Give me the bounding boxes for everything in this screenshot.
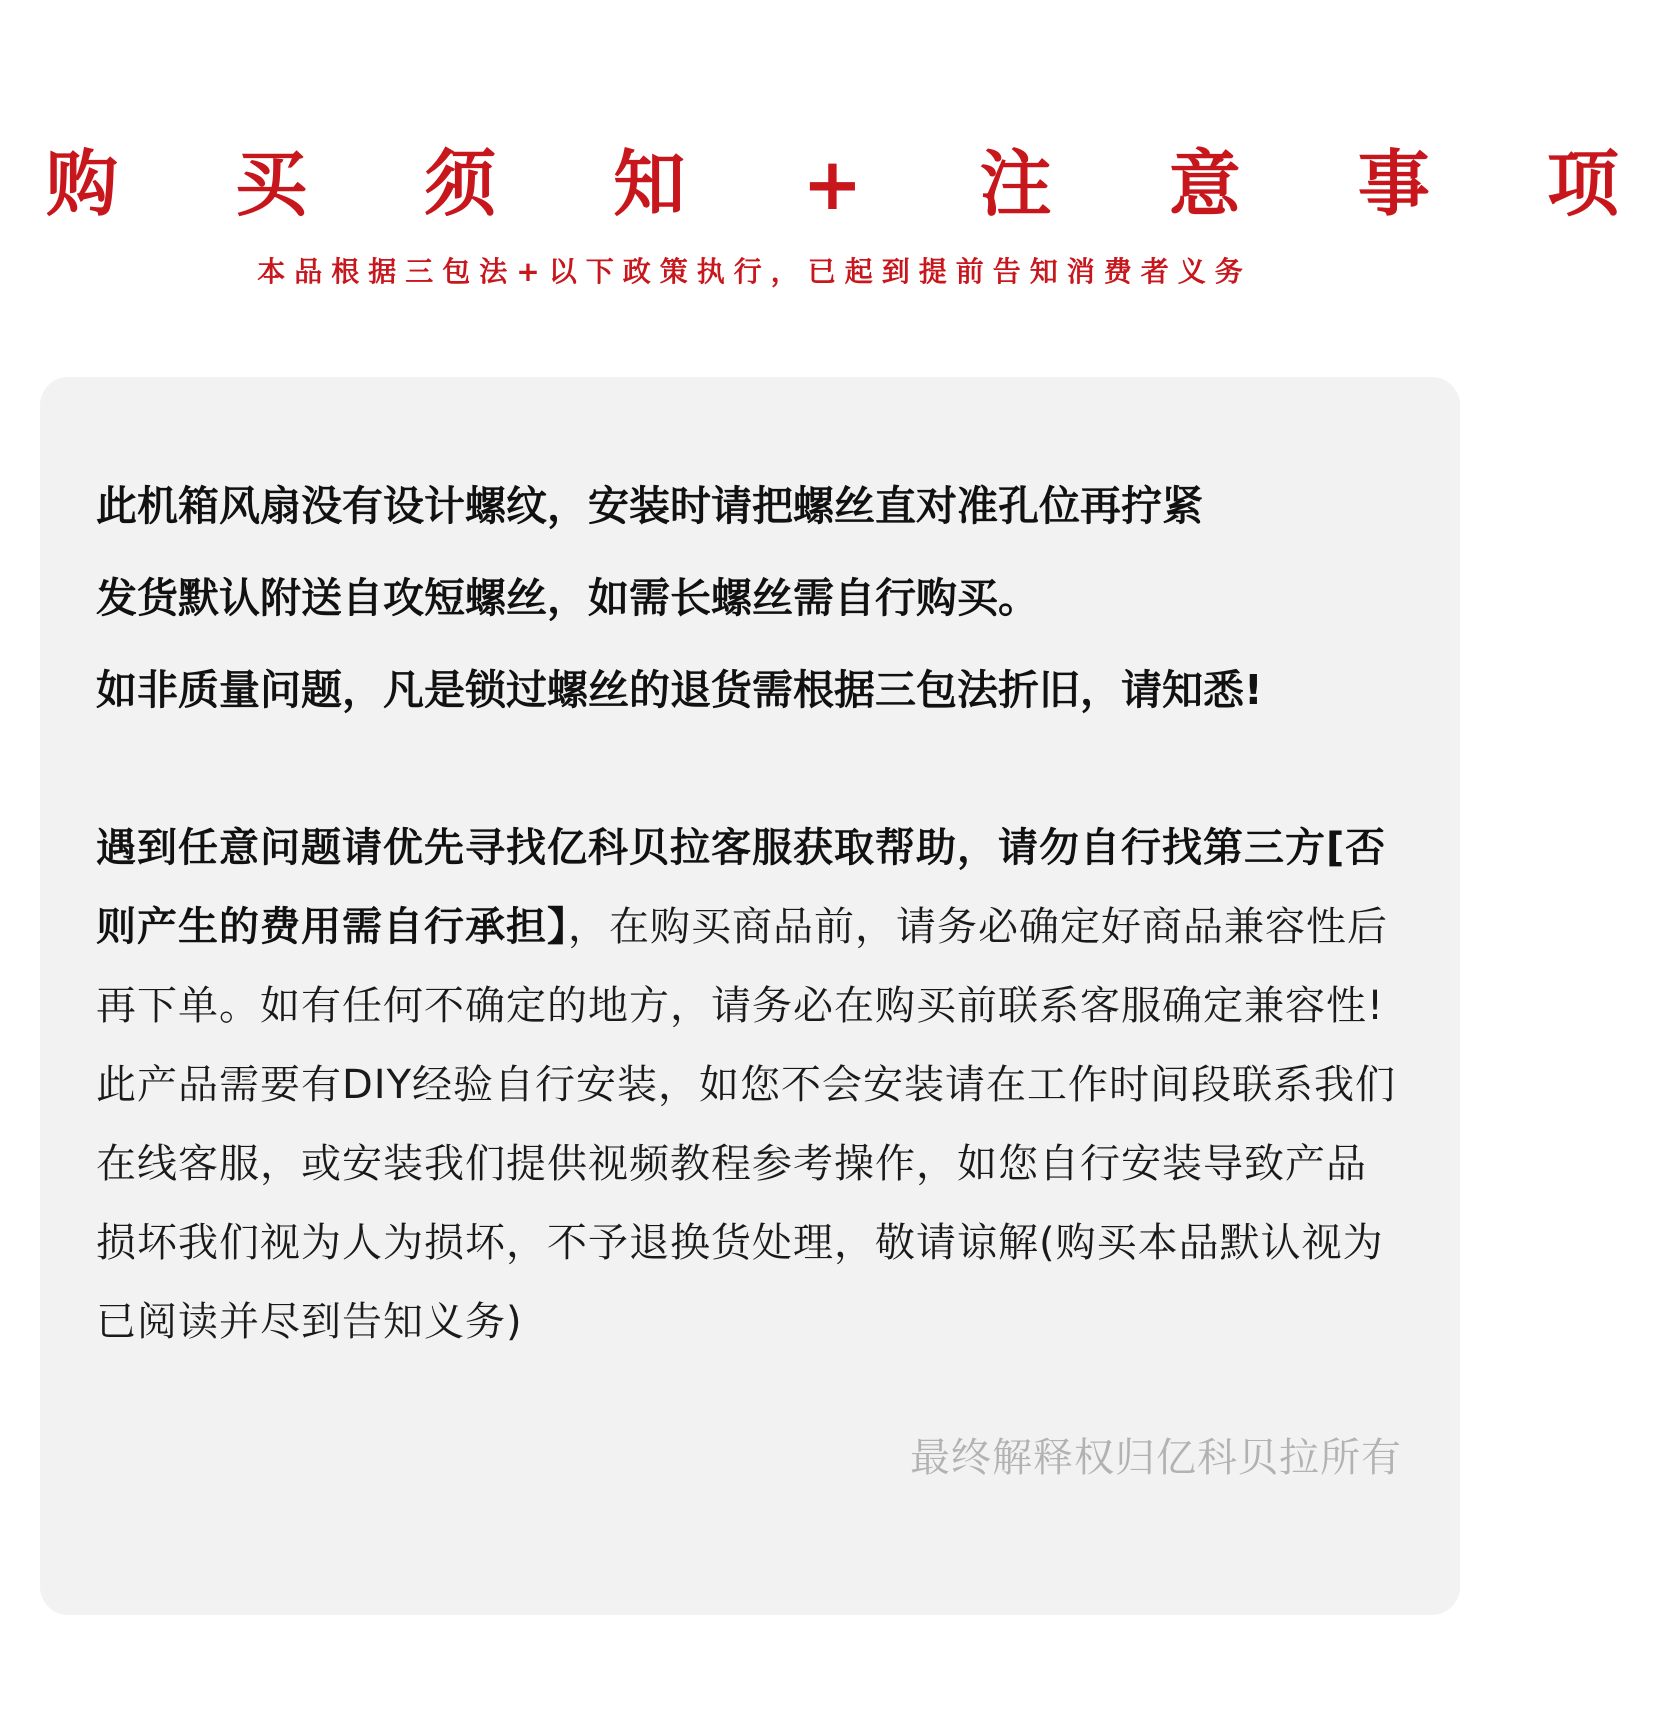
support-policy-bold-text: 遇到任意问题请优先寻找亿科贝拉客服获取帮助，请勿自行找第三方[否则产生的费用需自行承担】: [96, 825, 1387, 950]
support-policy-paragraph: [96, 809, 1406, 1362]
support-policy-text: ，在购买商品前，请务必确定好商品兼容性后再下单。如有任何不确定的地方，请务必在购买前联系客服确定兼容性!此产品需要有DIY经验自行安装，如您不会安装请在工作时间段联系我们在线客服，或安装我们提供视频教程参考操作，如您自行安装导致产品损坏我们视为人为损坏，不予退换货处理，敬请谅解(购买本品默认视为已阅读并尽到告知义务): [96, 904, 1397, 1345]
page-title: 购 买 须 知 + 注 意 事 项: [46, 142, 1665, 226]
notice-line-screw-thread: 此机箱风扇没有设计螺纹，安装时请把螺丝直对准孔位再拧紧: [96, 482, 1203, 530]
notice-panel: [40, 377, 1460, 1615]
installation-notice: [96, 481, 1416, 715]
notice-line-return-policy: 如非质量问题，凡是锁过螺丝的退货需根据三包法折旧，请知悉!: [96, 666, 1263, 714]
final-interpretation-note: 最终解释权归亿科贝拉所有: [910, 1435, 1402, 1481]
notice-line-short-screws: 发货默认附送自攻短螺丝，如需长螺丝需自行购买。: [96, 574, 1039, 622]
page-header: [0, 140, 1665, 290]
page-subtitle: 本品根据三包法+以下政策执行，已起到提前告知消费者义务: [257, 255, 1252, 288]
